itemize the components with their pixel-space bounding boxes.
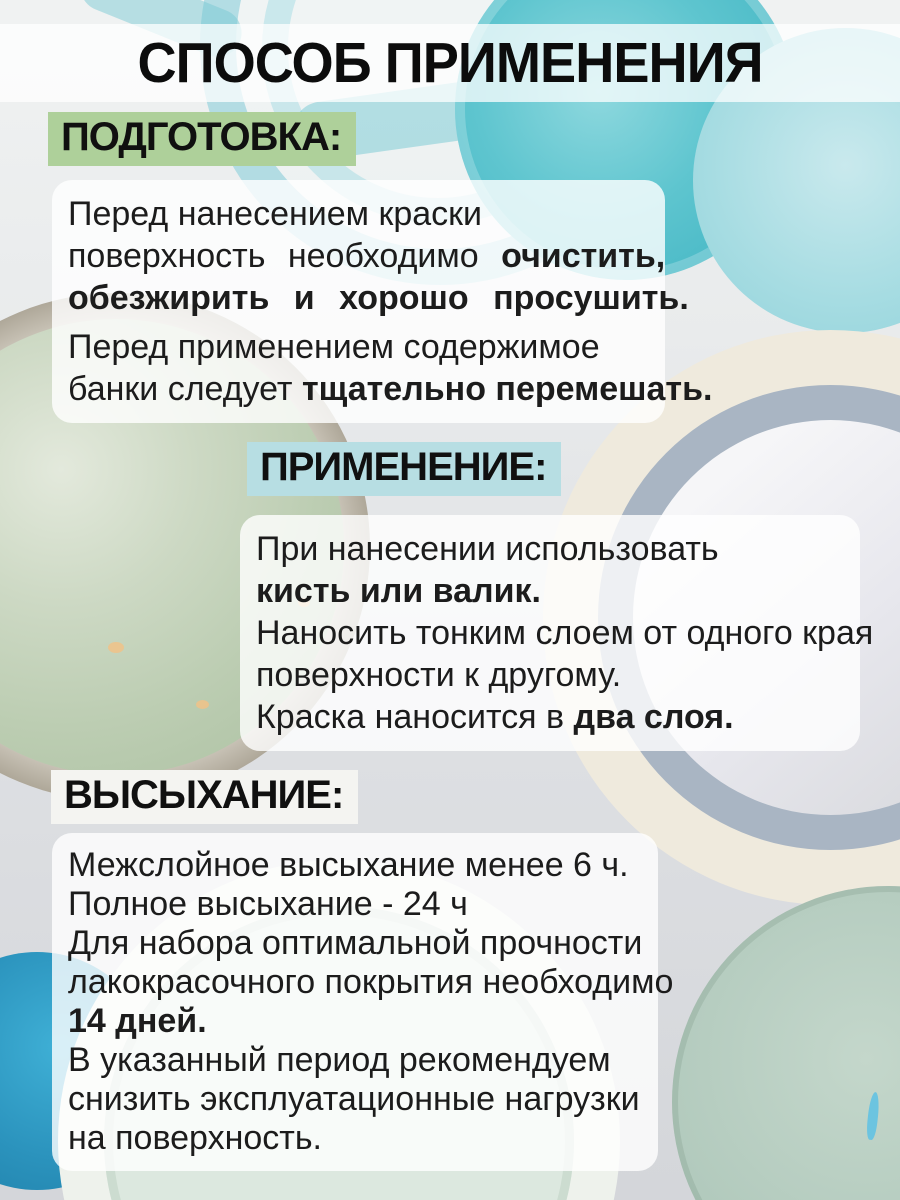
section-header-drying: ВЫСЫХАНИЕ: bbox=[51, 770, 358, 824]
text-line: поверхность необходимо очистить, bbox=[68, 237, 666, 275]
text-line: В указанный период рекомендуем bbox=[68, 1041, 611, 1079]
text-line: поверхности к другому. bbox=[256, 656, 622, 694]
text-line: 14 дней. bbox=[68, 1002, 207, 1040]
text-line: лакокрасочного покрытия необходимо bbox=[68, 963, 674, 1001]
text-line: на поверхность. bbox=[68, 1119, 322, 1157]
drying-text-panel bbox=[52, 833, 674, 1171]
photo-orange-paint-speck bbox=[108, 642, 124, 653]
text-line: Полное высыхание - 24 ч bbox=[68, 885, 468, 923]
application-text-panel bbox=[240, 515, 874, 751]
text-line: снизить эксплуатационные нагрузки bbox=[68, 1080, 640, 1118]
title-band bbox=[0, 24, 900, 102]
section-header-preparation: ПОДГОТОВКА: bbox=[48, 112, 356, 166]
text-line: Наносить тонким слоем от одного края bbox=[256, 614, 874, 652]
text-line: Межслойное высыхание менее 6 ч. bbox=[68, 846, 629, 884]
photo-orange-paint-speck bbox=[196, 700, 209, 709]
text-line: Перед нанесением краски bbox=[68, 195, 483, 233]
text-line: Перед применением содержимое bbox=[68, 328, 600, 366]
text-line: Для набора оптимальной прочности bbox=[68, 924, 643, 962]
photo-sage-lid-bottom-right bbox=[672, 886, 900, 1200]
text-line: кисть или валик. bbox=[256, 572, 541, 610]
text-line: При нанесении использовать bbox=[256, 530, 719, 568]
text-line: банки следует тщательно перемешать. bbox=[68, 370, 713, 408]
preparation-text-panel bbox=[52, 180, 713, 423]
text-line: Краска наносится в два слоя. bbox=[256, 698, 734, 736]
page-title: СПОСОБ ПРИМЕНЕНИЯ bbox=[137, 31, 763, 95]
section-header-application: ПРИМЕНЕНИЕ: bbox=[247, 442, 561, 496]
text-line: обезжирить и хорошо просушить. bbox=[68, 279, 689, 317]
